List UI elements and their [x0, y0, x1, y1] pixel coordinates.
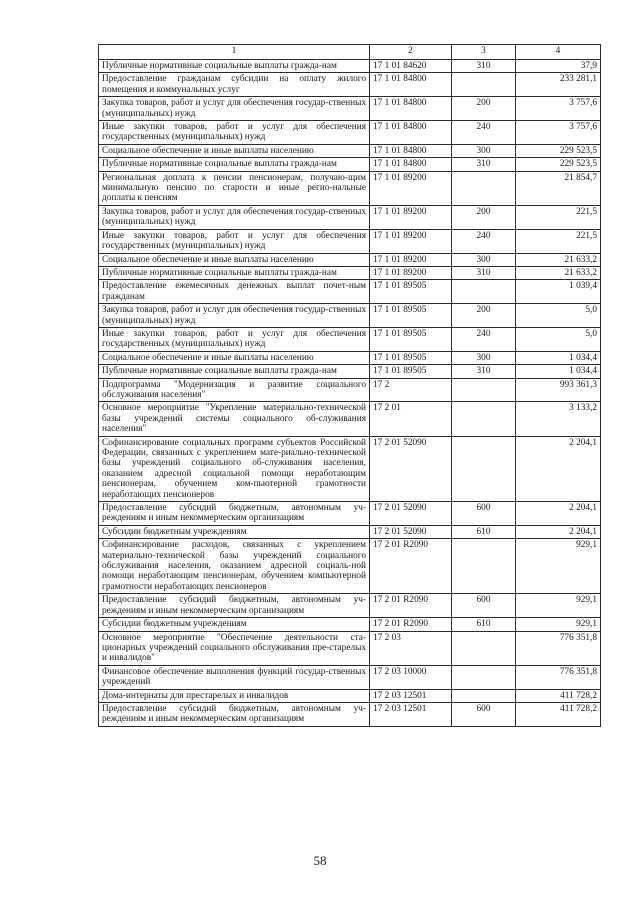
- table-row: [99, 436, 601, 501]
- row-sum: 2 204,1: [516, 436, 601, 501]
- row-code: 17 1 01 89505: [370, 327, 452, 351]
- row-sum: 5,0: [516, 304, 601, 328]
- row-code: 17 1 01 89200: [370, 171, 452, 205]
- row-sum: 21 633,2: [516, 253, 601, 266]
- row-type: 200: [452, 97, 516, 121]
- row-name: Основное мероприятие "Укрепление материально-технической базы учреждений системы социального об-служивания населения": [99, 402, 370, 436]
- row-type: 240: [452, 121, 516, 145]
- table-row: [99, 121, 601, 145]
- row-type: [452, 171, 516, 205]
- row-sum: 929,1: [516, 594, 601, 618]
- row-sum: 5,0: [516, 327, 601, 351]
- row-sum: 221,5: [516, 205, 601, 229]
- table-row: [99, 539, 601, 594]
- header-row: [99, 45, 601, 60]
- row-type: [452, 539, 516, 594]
- row-name: Публичные нормативные социальные выплаты граждa-нам: [99, 365, 370, 378]
- table-row: [99, 304, 601, 328]
- row-type: [452, 402, 516, 436]
- row-name: Предоставление ежемесячных денежных выплат почет-ным гражданам: [99, 280, 370, 304]
- page-number: 58: [313, 853, 327, 868]
- row-sum: 929,1: [516, 539, 601, 594]
- table-row: [99, 689, 601, 702]
- row-name: Иные закупки товаров, работ и услуг для обеспечения государственных (муниципальных) нужд: [99, 121, 370, 145]
- row-code: 17 1 01 84620: [370, 60, 452, 73]
- row-sum: 776 351,8: [516, 631, 601, 665]
- row-code: 17 2 01 52090: [370, 502, 452, 526]
- row-type: 300: [452, 253, 516, 266]
- table-row: [99, 702, 601, 726]
- row-code: 17 1 01 89505: [370, 351, 452, 364]
- row-type: 310: [452, 266, 516, 279]
- header-col-2: 2: [370, 45, 452, 60]
- row-sum: 229 523,5: [516, 144, 601, 157]
- row-name: Предоставление субсидий бюджетным, автономным уч-реждениям и иным некоммерческим организациям: [99, 594, 370, 618]
- table-row: [99, 525, 601, 538]
- row-sum: 3 757,6: [516, 97, 601, 121]
- row-name: Социальное обеспечение и иные выплаты населению: [99, 351, 370, 364]
- row-name: Дома-интернаты для престарелых и инвалидов: [99, 689, 370, 702]
- table-row: [99, 144, 601, 157]
- row-type: 310: [452, 365, 516, 378]
- row-code: 17 2 01 52090: [370, 436, 452, 501]
- header-col-1: 1: [99, 45, 370, 60]
- row-sum: 21 633,2: [516, 266, 601, 279]
- row-sum: 993 361,3: [516, 378, 601, 402]
- row-sum: 2 204,1: [516, 502, 601, 526]
- row-sum: 1 034,4: [516, 365, 601, 378]
- table-row: [99, 365, 601, 378]
- row-code: 17 2 03: [370, 631, 452, 665]
- row-code: 17 2 01 52090: [370, 525, 452, 538]
- row-code: 17 1 01 84800: [370, 73, 452, 97]
- row-sum: 929,1: [516, 618, 601, 631]
- row-type: 600: [452, 502, 516, 526]
- row-code: 17 2: [370, 378, 452, 402]
- table-row: [99, 253, 601, 266]
- table-row: [99, 60, 601, 73]
- row-type: [452, 73, 516, 97]
- row-code: 17 1 01 89200: [370, 253, 452, 266]
- row-sum: 2 204,1: [516, 525, 601, 538]
- table-row: [99, 97, 601, 121]
- table-row: [99, 631, 601, 665]
- row-name: Публичные нормативные социальные выплаты граждa-нам: [99, 60, 370, 73]
- budget-table: [98, 44, 601, 727]
- row-code: 17 2 03 10000: [370, 665, 452, 689]
- table-row: [99, 594, 601, 618]
- row-name: Публичные нормативные социальные выплаты граждa-нам: [99, 158, 370, 171]
- row-type: 610: [452, 618, 516, 631]
- row-name: Иные закупки товаров, работ и услуг для обеспечения государственных (муниципальных) нужд: [99, 229, 370, 253]
- table-row: [99, 502, 601, 526]
- row-name: Предоставление субсидий бюджетным, автономным уч-реждениям и иным некоммерческим организациям: [99, 702, 370, 726]
- row-type: [452, 436, 516, 501]
- row-name: Софинансирование социальных программ субъектов Российской Федерации, связанных с укреплением мате-риально-технической базы учреждений социального об-служивания населения, оказанием адресной социальной помощи неработающим пенсионерам, обучением ком-пьютерной грамотности неработающих пенсионеров: [99, 436, 370, 501]
- row-code: 17 1 01 89505: [370, 365, 452, 378]
- row-name: Социальное обеспечение и иные выплаты населению: [99, 144, 370, 157]
- row-name: Подпрограмма "Модернизация и развитие социального обслуживания населения": [99, 378, 370, 402]
- table-row: [99, 171, 601, 205]
- row-code: 17 1 01 84800: [370, 158, 452, 171]
- row-type: 300: [452, 351, 516, 364]
- row-type: [452, 631, 516, 665]
- row-type: 610: [452, 525, 516, 538]
- row-code: 17 2 03 12501: [370, 702, 452, 726]
- row-sum: 411 728,2: [516, 702, 601, 726]
- row-sum: 21 854,7: [516, 171, 601, 205]
- header-col-3: 3: [452, 45, 516, 60]
- row-name: Публичные нормативные социальные выплаты граждa-нам: [99, 266, 370, 279]
- row-sum: 229 523,5: [516, 158, 601, 171]
- row-name: Региональная доплата к пенсии пенсионерам, получаю-щим минимальную пенсию по старости и иные регио-нальные доплаты к пенсиям: [99, 171, 370, 205]
- row-code: 17 1 01 89200: [370, 266, 452, 279]
- table-row: [99, 205, 601, 229]
- row-code: 17 2 03 12501: [370, 689, 452, 702]
- row-sum: 776 351,8: [516, 665, 601, 689]
- row-type: 310: [452, 60, 516, 73]
- table-row: [99, 402, 601, 436]
- row-sum: 3 133,2: [516, 402, 601, 436]
- table-row: [99, 266, 601, 279]
- row-sum: 1 039,4: [516, 280, 601, 304]
- row-code: 17 1 01 89200: [370, 229, 452, 253]
- row-code: 17 2 01: [370, 402, 452, 436]
- row-type: 200: [452, 304, 516, 328]
- row-sum: 37,9: [516, 60, 601, 73]
- row-name: Иные закупки товаров, работ и услуг для обеспечения государственных (муниципальных) нужд: [99, 327, 370, 351]
- row-type: 600: [452, 594, 516, 618]
- row-sum: 221,5: [516, 229, 601, 253]
- table-row: [99, 280, 601, 304]
- table-row: [99, 327, 601, 351]
- row-sum: 1 034,4: [516, 351, 601, 364]
- table-body: [99, 60, 601, 727]
- row-sum: 3 757,6: [516, 121, 601, 145]
- row-name: Основное мероприятие "Обеспечение деятельности ста-ционарных учреждений социального обслуживания пре-старелых и инвалидов": [99, 631, 370, 665]
- row-type: 600: [452, 702, 516, 726]
- row-name: Социальное обеспечение и иные выплаты населению: [99, 253, 370, 266]
- row-code: 17 1 01 89200: [370, 205, 452, 229]
- row-name: Закупка товаров, работ и услуг для обеспечения государ-ственных (муниципальных) нужд: [99, 97, 370, 121]
- table-row: [99, 229, 601, 253]
- table-row: [99, 158, 601, 171]
- table-row: [99, 665, 601, 689]
- row-name: Субсидии бюджетным учреждениям: [99, 618, 370, 631]
- row-code: 17 2 01 R2090: [370, 539, 452, 594]
- row-type: [452, 280, 516, 304]
- row-code: 17 1 01 89505: [370, 304, 452, 328]
- row-sum: 411 728,2: [516, 689, 601, 702]
- row-sum: 233 281,1: [516, 73, 601, 97]
- row-type: [452, 378, 516, 402]
- row-code: 17 2 01 R2090: [370, 594, 452, 618]
- row-code: 17 1 01 89505: [370, 280, 452, 304]
- row-code: 17 1 01 84800: [370, 121, 452, 145]
- table-row: [99, 618, 601, 631]
- row-name: Закупка товаров, работ и услуг для обеспечения государ-ственных (муниципальных) нужд: [99, 304, 370, 328]
- row-name: Субсидии бюджетным учреждениям: [99, 525, 370, 538]
- row-name: Закупка товаров, работ и услуг для обеспечения государ-ственных (муниципальных) нужд: [99, 205, 370, 229]
- table-row: [99, 73, 601, 97]
- table-row: [99, 378, 601, 402]
- row-type: [452, 689, 516, 702]
- row-type: 200: [452, 205, 516, 229]
- row-name: Предоставление субсидий бюджетным, автономным уч-реждениям и иным некоммерческим организациям: [99, 502, 370, 526]
- row-name: Софинансирование расходов, связанных с укреплением материально-технической базы учреждений социального обслуживания населения, оказанием адресной социаль-ной помощи неработающим пенсионерам, обучением компьютерной грамотности неработающих пенсионеров: [99, 539, 370, 594]
- row-name: Финансовое обеспечение выполнения функций государ-ственных учреждений: [99, 665, 370, 689]
- header-col-4: 4: [516, 45, 601, 60]
- row-type: 240: [452, 327, 516, 351]
- row-type: 240: [452, 229, 516, 253]
- row-code: 17 1 01 84800: [370, 97, 452, 121]
- row-type: [452, 665, 516, 689]
- row-code: 17 2 01 R2090: [370, 618, 452, 631]
- row-name: Предоставление гражданам субсидии на оплату жилого помещения и коммунальных услуг: [99, 73, 370, 97]
- row-code: 17 1 01 84800: [370, 144, 452, 157]
- row-type: 310: [452, 158, 516, 171]
- row-type: 300: [452, 144, 516, 157]
- table-row: [99, 351, 601, 364]
